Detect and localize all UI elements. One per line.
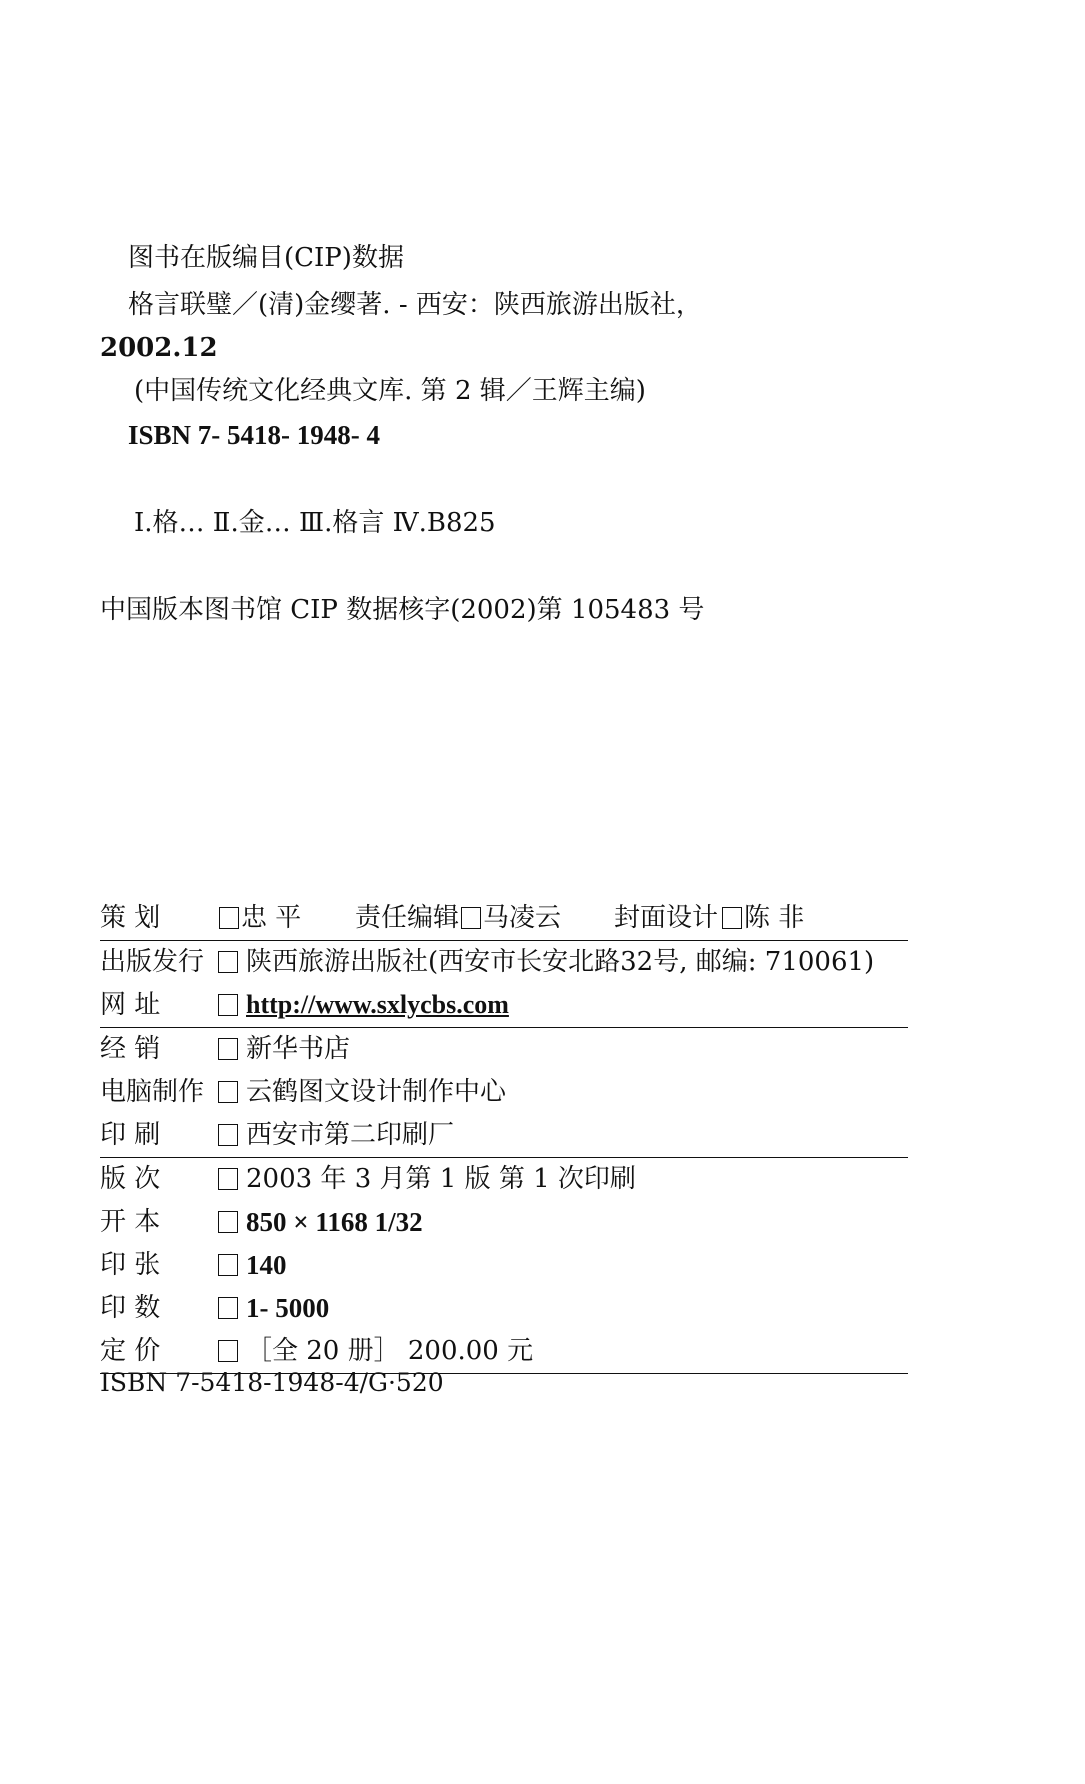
separator-box xyxy=(218,951,238,973)
cip-subject-index: Ⅰ.格… Ⅱ.金… Ⅲ.格言 Ⅳ.B825 xyxy=(134,508,496,538)
separator-box xyxy=(218,1340,238,1362)
copies-row xyxy=(100,1287,908,1330)
separator-box xyxy=(218,1038,238,1060)
price-label: 定 价 xyxy=(100,1336,161,1366)
editor-label: 责任编辑 xyxy=(355,903,460,933)
format-label: 开 本 xyxy=(100,1207,161,1237)
typesetting-row xyxy=(100,1071,908,1114)
planner-label: 策 划 xyxy=(100,903,161,933)
separator-box xyxy=(218,1124,238,1146)
typesetting-label: 电脑制作 xyxy=(100,1077,205,1107)
website-label: 网 址 xyxy=(100,990,161,1020)
cip-title-line: 格言联璧／(清)金缨著. - 西安：陕西旅游出版社， xyxy=(128,290,702,320)
publisher-value: 陕西旅游出版社(西安市长安北路32号, 邮编: 710061) xyxy=(246,947,875,977)
printer-label: 印 刷 xyxy=(100,1120,161,1150)
distributor-label: 经 销 xyxy=(100,1034,161,1064)
publisher-label: 出版发行 xyxy=(100,947,205,977)
planner-field xyxy=(217,901,301,935)
separator-box xyxy=(218,1211,238,1233)
separator-box xyxy=(722,907,742,929)
separator-box xyxy=(219,907,239,929)
cip-heading: 图书在版编目(CIP)数据 xyxy=(128,243,404,273)
cip-series: (中国传统文化经典文库. 第 2 辑／王辉主编) xyxy=(134,376,646,406)
cip-publication-date: 2002.12 xyxy=(100,333,218,363)
publisher-row xyxy=(100,941,908,984)
staff-row xyxy=(100,897,908,941)
copies-value: 1- 5000 xyxy=(246,1293,330,1323)
website-row xyxy=(100,984,908,1028)
format-value: 850 × 1168 1/32 xyxy=(246,1207,423,1237)
price-value: ［全 20 册］ 200.00 元 xyxy=(246,1336,534,1366)
edition-label: 版 次 xyxy=(100,1164,161,1194)
format-row xyxy=(100,1201,908,1244)
distributor-value: 新华书店 xyxy=(246,1034,351,1064)
planner-value: 忠 平 xyxy=(241,903,302,933)
separator-box xyxy=(218,994,238,1016)
editor-field xyxy=(459,901,561,935)
separator-box xyxy=(218,1081,238,1103)
sheets-label: 印 张 xyxy=(100,1250,161,1280)
editor-value: 马凌云 xyxy=(483,903,562,933)
separator-box xyxy=(218,1254,238,1276)
printer-row xyxy=(100,1114,908,1158)
separator-box xyxy=(218,1168,238,1190)
typesetting-value: 云鹤图文设计制作中心 xyxy=(246,1077,507,1107)
separator-box xyxy=(218,1297,238,1319)
cover-value: 陈 非 xyxy=(744,903,805,933)
isbn-classification: ISBN 7-5418-1948-4/G·520 xyxy=(100,1368,444,1397)
cip-verification-number: 中国版本图书馆 CIP 数据核字(2002)第 105483 号 xyxy=(100,595,705,625)
cip-isbn: ISBN 7- 5418- 1948- 4 xyxy=(128,420,381,450)
cover-field xyxy=(720,901,804,935)
printer-value: 西安市第二印刷厂 xyxy=(246,1120,455,1150)
separator-box xyxy=(461,907,481,929)
sheets-value: 140 xyxy=(246,1250,287,1280)
copies-label: 印 数 xyxy=(100,1293,161,1323)
website-link[interactable]: http://www.sxlycbs.com xyxy=(246,990,509,1019)
distributor-row xyxy=(100,1028,908,1071)
sheets-row xyxy=(100,1244,908,1287)
colophon-table xyxy=(100,897,908,1374)
cover-label: 封面设计 xyxy=(614,903,719,933)
edition-value: 2003 年 3 月第 1 版 第 1 次印刷 xyxy=(246,1164,636,1194)
edition-row xyxy=(100,1158,908,1201)
